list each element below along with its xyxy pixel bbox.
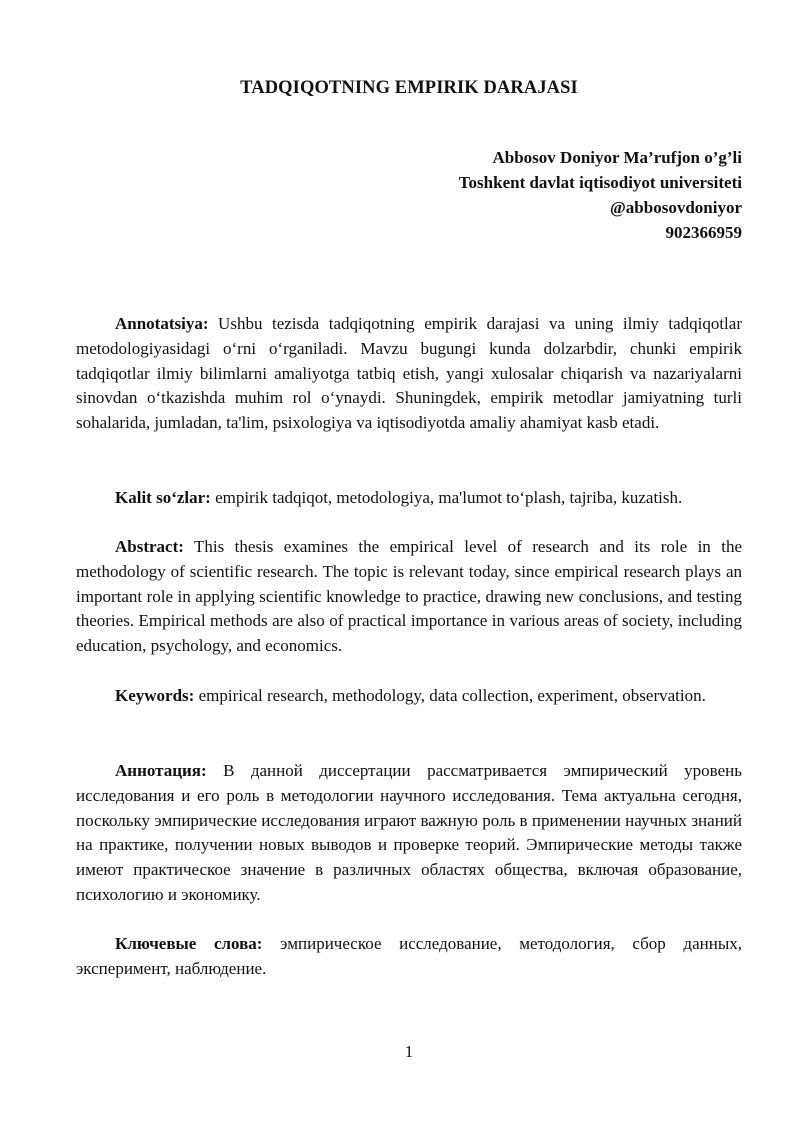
author-name: Abbosov Doniyor Ma’rufjon o’g’li bbox=[492, 148, 742, 167]
page-title: TADQIQOTNING EMPIRIK DARAJASI bbox=[240, 78, 578, 98]
keywords-label: Keywords: bbox=[115, 686, 195, 705]
annotatsiya-label: Annotatsiya: bbox=[115, 314, 209, 333]
author-handle: @abbosovdoniyor bbox=[609, 198, 742, 217]
klyuchevye-slova-paragraph bbox=[76, 932, 742, 982]
annotatsiya-ru-text: В данной диссертации рассматривается эмпирический уровень исследования и его роль в методологии научного исследования. Тема актуальна сегодня, поскольку эмпирические исследования играют важную роль в применении научных знаний на практике, получении новых выводов и проверке теорий. Эмпирические методы также имеют практическое значение в различных областях общества, включая образование, психологию и экономику. bbox=[76, 761, 742, 904]
klyuchevye-slova-text: эмпирическое исследование, методология, сбор данных, эксперимент, наблюдение. bbox=[76, 934, 742, 978]
annotatsiya-ru-paragraph bbox=[76, 759, 742, 908]
keywords-text: empirical research, methodology, data collection, experiment, observation. bbox=[194, 686, 706, 705]
abstract-text: This thesis examines the empirical level of research and its role in the methodology of scientific research. The topic is relevant today, since empirical research plays an important role in applying scientific knowledge to practice, drawing new conclusions, and testing theories. Empirical methods are also of practical importance in various areas of society, including education, psychology, and economics. bbox=[76, 537, 742, 656]
author-phone: 902366959 bbox=[665, 223, 742, 242]
abstract-paragraph bbox=[76, 535, 742, 659]
kalit-sozlar-label: Kalit so‘zlar: bbox=[115, 488, 211, 507]
annotatsiya-paragraph bbox=[76, 312, 742, 436]
kalit-sozlar-paragraph bbox=[76, 486, 742, 511]
author-block bbox=[459, 145, 742, 245]
annotatsiya-text: Ushbu tezisda tadqiqotning empirik darajasi va uning ilmiy tadqiqotlar metodologiyasidagi o‘rni o‘rganiladi. Mavzu bugungi kunda dolzarbdir, chunki empirik tadqiqotlar ilmiy bilimlarni amaliyotga tatbiq etish, yangi xulosalar chiqarish va nazariyalarni sinovdan o‘tkazishda muhim rol o‘ynaydi. Shuningdek, empirik metodlar jamiyatning turli sohalarida, jumladan, ta'lim, psixologiya va iqtisodiyotda amaliy ahamiyat kasb etadi. bbox=[76, 314, 742, 433]
klyuchevye-slova-label: Ключевые слова: bbox=[115, 934, 263, 953]
kalit-sozlar-text: empirik tadqiqot, metodologiya, ma'lumot to‘plash, tajriba, kuzatish. bbox=[210, 488, 683, 507]
abstract-label: Abstract: bbox=[115, 537, 184, 556]
author-affiliation: Toshkent davlat iqtisodiyot universiteti bbox=[458, 173, 742, 192]
page-number: 1 bbox=[404, 1042, 414, 1061]
document-page bbox=[76, 0, 742, 1131]
keywords-paragraph bbox=[76, 684, 742, 709]
annotatsiya-ru-label: Аннотация: bbox=[115, 761, 207, 780]
